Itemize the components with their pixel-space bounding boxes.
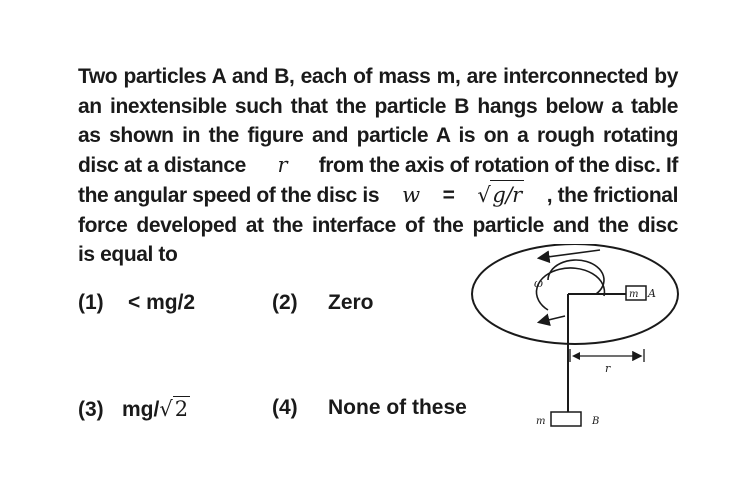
option-4-number: (4) (272, 396, 298, 419)
option-3-number: (3) (78, 398, 104, 421)
question-line-6: force developed at the interface of the particle and the disc (78, 213, 678, 237)
sqrt-radicand: g/r (490, 180, 523, 211)
r-arrow-left (572, 352, 580, 360)
option-3-radicand: 2 (174, 397, 189, 421)
particle-b-box (551, 412, 581, 426)
option-1-number: (1) (78, 291, 104, 314)
rotation-arrow-top (540, 250, 600, 258)
particle-a-label: A (648, 287, 656, 300)
option-3-sqrt: √2 (159, 397, 189, 421)
rotation-arrow-bottom (540, 316, 565, 322)
question-line-4 (78, 151, 678, 181)
option-3-text: mg/ (122, 398, 160, 421)
option-2-text: Zero (328, 291, 374, 314)
question-line-5 (78, 180, 678, 211)
equals-sign: = (442, 184, 455, 207)
particle-a-mass: m (629, 289, 639, 300)
question-line-5-pre: the angular speed of the disc is (78, 184, 380, 207)
option-1[interactable] (78, 291, 195, 315)
rotation-arc-small (548, 260, 604, 294)
question-line-4-post: from the axis of rotation of the disc. If (318, 153, 678, 177)
omega-label: ω (534, 277, 543, 290)
option-2[interactable] (272, 291, 374, 315)
question-line-3: as shown in the figure and particle A is on a rough rotating (78, 124, 678, 147)
question-text (78, 62, 678, 270)
rotating-disc-figure (468, 244, 708, 444)
particle-b-mass: m (536, 416, 546, 427)
omega-symbol: w (402, 183, 420, 207)
option-2-number: (2) (272, 291, 298, 314)
distance-symbol: r (277, 152, 288, 177)
sqrt-expression: √g/r (477, 180, 523, 211)
option-4[interactable] (272, 396, 467, 420)
question-line-4-pre: disc at a distance (78, 153, 246, 177)
option-4-text: None of these (328, 396, 467, 419)
question-line-1: Two particles A and B, each of mass m, are interconnected by (78, 65, 678, 88)
option-1-text: < mg/2 (128, 291, 196, 314)
question-line-2: an inextensible such that the particle B hangs below a table (78, 94, 678, 118)
question-line-5-post: , the frictional (546, 184, 678, 207)
question-line-7: is equal to (78, 243, 178, 266)
particle-b-label: B (592, 416, 600, 427)
rotation-arc-inner (536, 268, 604, 310)
r-label: r (605, 362, 611, 375)
option-3[interactable] (78, 396, 190, 422)
